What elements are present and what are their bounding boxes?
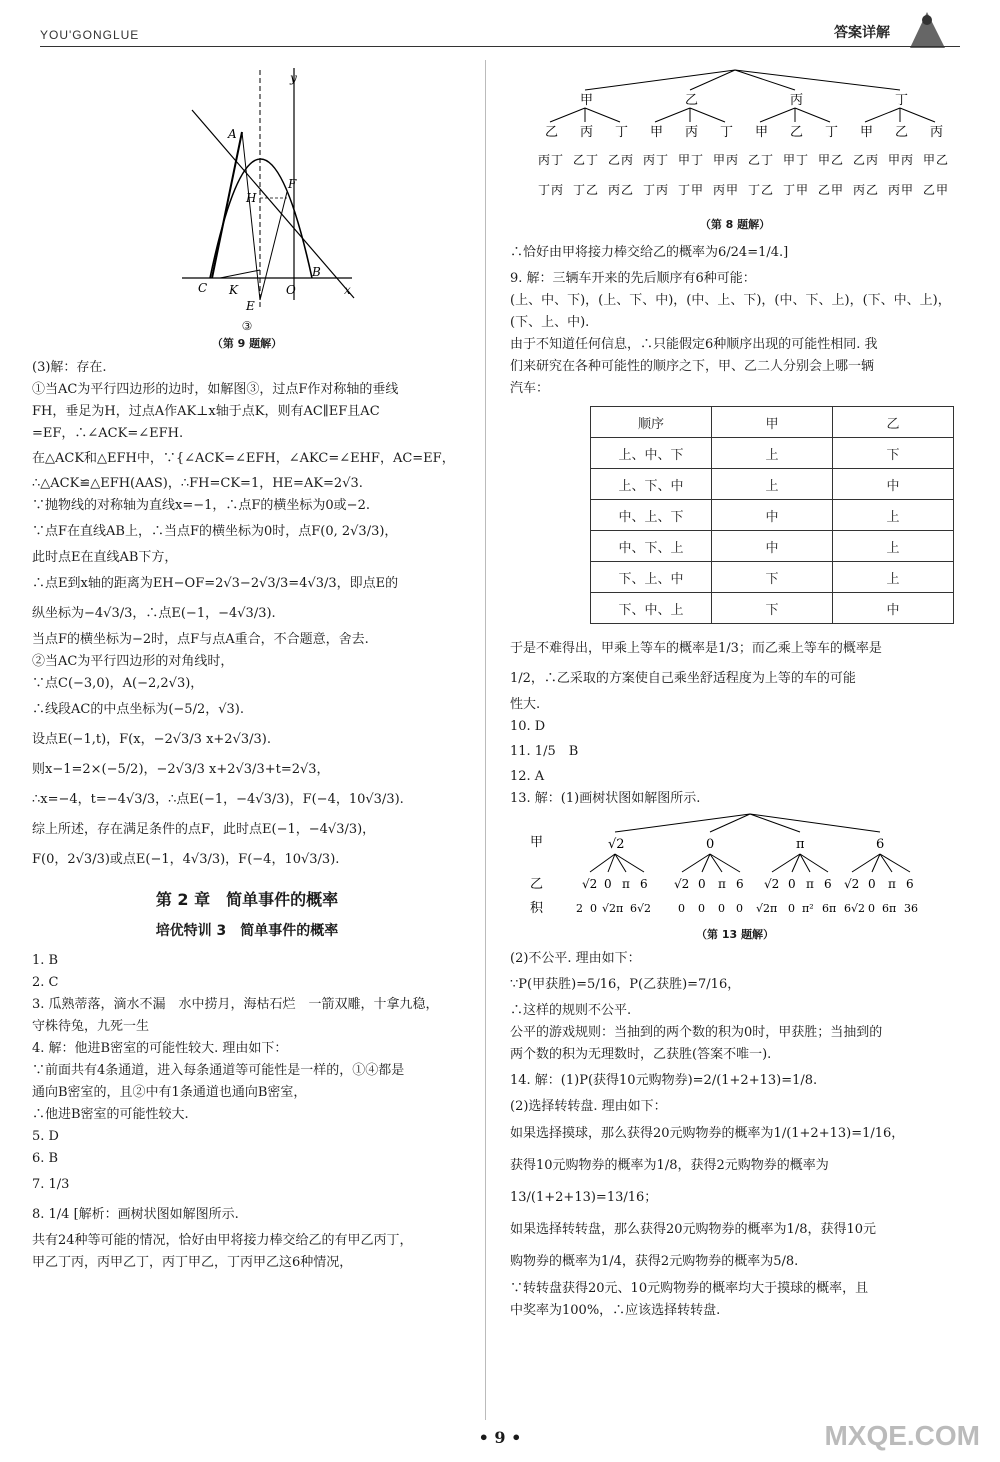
- text-line: 11. 1/5 B: [510, 744, 579, 759]
- fig9-subfigure-mark: ③: [241, 319, 253, 333]
- table-header-cell: 顺序: [591, 407, 712, 438]
- table-row: [591, 438, 954, 469]
- text-line: (3)解：存在.: [32, 360, 107, 375]
- text-line: (2)选择转转盘. 理由如下：: [510, 1099, 667, 1114]
- tree8-level4-node: 丁甲: [678, 183, 705, 197]
- tree13-product: 36: [904, 902, 918, 915]
- tree13-caption: （第 13 题解）: [696, 928, 774, 941]
- tree8-level2-node: 甲: [860, 125, 874, 140]
- fig9-label-o: O: [286, 283, 296, 297]
- text-line: =EF，∴∠ACK=∠EFH.: [32, 426, 184, 441]
- header-rule: [40, 46, 960, 47]
- answer-line: 5. D: [32, 1129, 59, 1144]
- tree13-top-node: 0: [706, 837, 715, 852]
- table-row: [591, 593, 954, 624]
- tree13-child-node: 0: [604, 877, 612, 891]
- text-line: 中奖率为100%，∴应该选择转转盘.: [510, 1303, 721, 1318]
- tree13-product: π²: [802, 902, 814, 915]
- tree8-level2-node: 乙: [790, 125, 804, 140]
- mascot-icon: [905, 8, 950, 50]
- table-row: [591, 562, 954, 593]
- text-line: 们来研究在各种可能性的顺序之下，甲、乙二人分别会上哪一辆: [510, 359, 875, 374]
- text-line: 1/2，∴乙采取的方案使自己乘坐舒适程度为上等的车的可能: [510, 671, 856, 686]
- fig9-label-h: H: [246, 191, 257, 205]
- tree-diagram-13: [510, 810, 960, 920]
- text-line: F(0，2√3/3)或点E(−1，4√3/3)，F(−4，10√3/3).: [32, 852, 340, 867]
- chapter-title: 第 2 章 简单事件的概率: [155, 890, 339, 909]
- tree13-child-node: √2: [764, 877, 780, 891]
- table-cell: 中: [833, 593, 954, 624]
- section-title: 培优特训 3 简单事件的概率: [155, 923, 339, 939]
- tree8-level4-node: 乙甲: [923, 183, 950, 197]
- text-line: 14. 解：(1)P(获得10元购物券)=2/(1+2+13)=1/8.: [510, 1073, 818, 1088]
- watermark: MXQE.COM: [824, 1420, 980, 1451]
- text-line: (下、上、中).: [510, 315, 590, 330]
- fig9-label-y: y: [290, 71, 297, 85]
- right-text-c: [510, 948, 960, 1322]
- column-divider: [485, 60, 486, 1420]
- table-cell: 上、下、中: [591, 469, 712, 500]
- fig9-label-e: E: [246, 299, 255, 313]
- tree13-child-node: 6: [824, 877, 832, 891]
- fig9-caption: （第 9 题解）: [211, 337, 283, 350]
- fig9-label-f: F: [288, 177, 297, 191]
- tree8-level4-node: 丙甲: [888, 183, 915, 197]
- tree13-product: 6√2: [844, 902, 866, 915]
- fig9-label-k: K: [229, 283, 238, 297]
- text-line: (2)不公平. 理由如下：: [510, 951, 641, 966]
- text-line: ∵P(甲获胜)=5/16，P(乙获胜)=7/16，: [510, 977, 741, 992]
- tree13-top-node: π: [796, 837, 805, 852]
- tree8-level1-node: 丁: [895, 93, 909, 108]
- tree8-level2-node: 甲: [755, 125, 769, 140]
- text-line: 获得10元购物券的概率为1/8，获得2元购物券的概率为: [510, 1158, 829, 1173]
- text-line: 当点F的横坐标为−2时，点F与点A重合，不合题意，舍去.: [32, 632, 369, 647]
- fig9-label-x: x: [344, 283, 351, 297]
- tree13-product: 0: [698, 902, 705, 915]
- tree13-product: 0: [590, 902, 597, 915]
- tree13-product: 0: [718, 902, 725, 915]
- table-cell: 上: [712, 469, 833, 500]
- text-line: ∴△ACK≌△EFH(AAS)，∴FH=CK=1，HE=AK=2√3.: [32, 476, 363, 491]
- text-line: 此时点E在直线AB下方，: [32, 550, 178, 565]
- tree8-level2-node: 丙: [580, 125, 594, 140]
- text-line: 性大.: [510, 697, 541, 712]
- right-text-b: [510, 634, 960, 810]
- tree13-product: 2: [576, 902, 583, 915]
- table-cell: 下: [712, 593, 833, 624]
- text-line: 公平的游戏规则：当抽到的两个数的积为0时，甲获胜；当抽到的: [510, 1025, 883, 1040]
- tree8-level3-node: 乙丙: [608, 153, 635, 167]
- tree13-product: √2π: [756, 902, 778, 915]
- tree13-row-label-yi: 乙: [530, 877, 544, 892]
- tree13-top-node: √2: [608, 837, 625, 852]
- left-column: [32, 60, 462, 1274]
- tree13-top-node: 6: [876, 837, 885, 852]
- tree8-level4-node: 丁乙: [748, 183, 775, 197]
- left-solution-text: [32, 357, 462, 875]
- text-line: 10. D: [510, 719, 546, 734]
- answer-line: 通向B密室的，且②中有1条通道也通向B密室，: [32, 1085, 307, 1100]
- answer-line: 甲乙丁丙，丙甲乙丁，丙丁甲乙，丁丙甲乙这6种情况，: [32, 1255, 353, 1270]
- text-line: 由于不知道任何信息，∴只能假定6种顺序出现的可能性相同. 我: [510, 337, 878, 352]
- table-cell: 中: [833, 469, 954, 500]
- table-cell: 中: [712, 531, 833, 562]
- text-line: 如果选择摸球，那么获得20元购物券的概率为1/(1+2+13)=1/16，: [510, 1126, 905, 1141]
- text-line: FH，垂足为H，过点A作AK⊥x轴于点K，则有AC∥EF且AC: [32, 404, 380, 419]
- table-cell: 下、中、上: [591, 593, 712, 624]
- text-line: 13. 解：(1)画树状图如解图所示.: [510, 791, 701, 806]
- text-line: 汽车：: [510, 381, 550, 396]
- tree13-child-node: 0: [698, 877, 706, 891]
- tree8-level1-node: 乙: [685, 93, 699, 108]
- tree13-child-node: √2: [844, 877, 860, 891]
- tree8-level3-node: 甲丙: [888, 153, 915, 167]
- tree8-level4-node: 丙乙: [853, 183, 880, 197]
- text-line: ∴x=−4，t=−4√3/3，∴点E(−1，−4√3/3)，F(−4，10√3/3).: [32, 792, 404, 807]
- tree13-child-node: π: [718, 877, 726, 891]
- text-line: 综上所述，存在满足条件的点F，此时点E(−1，−4√3/3)，: [32, 822, 376, 837]
- right-text-a: [510, 238, 960, 400]
- text-line: ∵转转盘获得20元、10元购物券的概率均大于摸球的概率，且: [510, 1281, 869, 1296]
- text-line: ∵点C(−3,0)，A(−2,2√3)，: [32, 676, 204, 691]
- tree8-level2-node: 甲: [650, 125, 664, 140]
- tree8-level3-node: 乙丙: [853, 153, 880, 167]
- answer-line: 2. C: [32, 975, 59, 990]
- answer-line: ∵前面共有4条通道，进入每条通道等可能性是一样的，①④都是: [32, 1063, 405, 1078]
- table-cell: 上: [712, 438, 833, 469]
- table-cell: 上: [833, 531, 954, 562]
- tree8-level3-node: 甲丁: [783, 153, 810, 167]
- tree8-level4-node: 乙甲: [818, 183, 845, 197]
- answer-line: 3. 瓜熟蒂落，滴水不漏 水中捞月，海枯石烂 一箭双雕，十拿九稳，: [32, 997, 439, 1012]
- table-header-cell: 甲: [712, 407, 833, 438]
- text-line: (上、中、下)，(上、下、中)，(中、上、下)，(中、下、上)，(下、中、上)，: [510, 293, 951, 308]
- text-line: ∴点E到x轴的距离为EH−OF=2√3−2√3/3=4√3/3，即点E的: [32, 576, 399, 591]
- fig9-label-c: C: [198, 281, 208, 295]
- answer-line: 4. 解：他进B密室的可能性较大. 理由如下：: [32, 1041, 288, 1056]
- tree8-level3-node: 甲乙: [923, 153, 950, 167]
- fig9-label-a: A: [228, 127, 237, 141]
- tree8-level3-node: 甲乙: [818, 153, 845, 167]
- table-cell: 下、上、中: [591, 562, 712, 593]
- answer-line: ∴他进B密室的可能性较大.: [32, 1107, 189, 1122]
- text-line: ①当AC为平行四边形的边时，如解图③，过点F作对称轴的垂线: [32, 382, 399, 397]
- table-cell: 上、中、下: [591, 438, 712, 469]
- tree13-child-node: 0: [788, 877, 796, 891]
- table-row: [591, 469, 954, 500]
- tree8-level2-node: 丁: [615, 125, 629, 140]
- table-row: [591, 531, 954, 562]
- tree8-level2-node: 丙: [930, 125, 944, 140]
- text-line: 12. A: [510, 769, 545, 784]
- table-cell: 中、下、上: [591, 531, 712, 562]
- text-line: ∴这样的规则不公平.: [510, 1003, 632, 1018]
- header-brand: YOU'GONGLUE: [40, 28, 140, 42]
- tree8-level3-node: 乙丁: [573, 153, 600, 167]
- tree8-level3-node: 丙丁: [643, 153, 670, 167]
- tree13-child-node: 0: [868, 877, 876, 891]
- table-cell: 下: [712, 562, 833, 593]
- tree13-product: √2π: [602, 902, 624, 915]
- header-title: 答案详解: [834, 25, 890, 41]
- tree8-caption: （第 8 题解）: [699, 218, 771, 231]
- tree13-child-node: 6: [736, 877, 744, 891]
- tree8-level4-node: 丁丙: [538, 183, 565, 197]
- answer-line: 1. B: [32, 953, 59, 968]
- tree13-child-node: 6: [640, 877, 648, 891]
- tree8-level4-node: 丁甲: [783, 183, 810, 197]
- right-column: [510, 60, 960, 1322]
- text-line: 两个数的积为无理数时，乙获胜(答案不唯一).: [510, 1047, 772, 1062]
- tree13-product: 6π: [822, 902, 837, 915]
- answers-list: [32, 950, 462, 1274]
- text-line: ∵抛物线的对称轴为直线x=−1，∴点F的横坐标为0或−2.: [32, 498, 370, 513]
- tree8-level2-node: 丙: [685, 125, 699, 140]
- tree8-level2-node: 丁: [720, 125, 734, 140]
- tree8-level3-node: 甲丁: [678, 153, 705, 167]
- text-line: 在△ACK和△EFH中，∵{∠ACK=∠EFH，∠AKC=∠EHF，AC=EF，: [32, 451, 455, 466]
- tree13-product: 6√2: [630, 902, 652, 915]
- tree8-level1-node: 甲: [580, 93, 594, 108]
- text-line: 则x−1=2×(−5/2)，−2√3/3 x+2√3/3+t=2√3，: [32, 762, 330, 777]
- answer-line: 7. 1/3: [32, 1177, 70, 1192]
- table-header-row: [591, 407, 954, 438]
- tree13-product: 0: [868, 902, 875, 915]
- order-table: [590, 406, 954, 624]
- table-row: [591, 500, 954, 531]
- tree13-child-node: π: [806, 877, 814, 891]
- table-cell: 上: [833, 562, 954, 593]
- tree13-child-node: √2: [674, 877, 690, 891]
- tree8-level1-node: 丙: [790, 93, 804, 108]
- fig9-label-b: B: [312, 265, 321, 279]
- answer-line: 8. 1/4 [解析：画树状图如解图所示.: [32, 1207, 239, 1222]
- tree8-level3-node: 乙丁: [748, 153, 775, 167]
- answer-line: 共有24种等可能的情况，恰好由甲将接力棒交给乙的有甲乙丙丁，: [32, 1233, 413, 1248]
- tree13-row-label-ji: 积: [530, 901, 544, 916]
- text-line: 13/(1+2+13)=13/16；: [510, 1190, 658, 1205]
- figure-9-parabola: [32, 60, 462, 315]
- tree13-row-label-jia: 甲: [530, 835, 544, 850]
- tree13-child-node: π: [888, 877, 896, 891]
- tree8-level3-node: 甲丙: [713, 153, 740, 167]
- tree13-product: 0: [736, 902, 743, 915]
- tree8-level2-node: 丁: [825, 125, 839, 140]
- table-cell: 中: [712, 500, 833, 531]
- tree8-level4-node: 丁乙: [573, 183, 600, 197]
- table-cell: 中、上、下: [591, 500, 712, 531]
- text-line: ∵点F在直线AB上，∴当点F的横坐标为0时，点F(0, 2√3/3)，: [32, 524, 398, 539]
- tree13-product: 0: [788, 902, 795, 915]
- text-line: ∴恰好由甲将接力棒交给乙的概率为6/24=1/4.]: [510, 245, 789, 260]
- table-cell: 下: [833, 438, 954, 469]
- text-line: ②当AC为平行四边形的对角线时，: [32, 654, 234, 669]
- table-cell: 上: [833, 500, 954, 531]
- page-number: • 9 •: [478, 1428, 522, 1447]
- text-line: 设点E(−1,t)，F(x，−2√3/3 x+2√3/3).: [32, 732, 271, 747]
- tree13-child-node: π: [622, 877, 630, 891]
- tree13-product: 6π: [882, 902, 897, 915]
- answer-line: 6. B: [32, 1151, 59, 1166]
- text-line: 如果选择转转盘，那么获得20元购物券的概率为1/8，获得10元: [510, 1222, 877, 1237]
- tree-diagram-8: [510, 60, 960, 210]
- tree13-child-node: 6: [906, 877, 914, 891]
- text-line: 购物券的概率为1/4，获得2元购物券的概率为5/8.: [510, 1254, 799, 1269]
- tree13-product: 0: [678, 902, 685, 915]
- tree8-level2-node: 乙: [895, 125, 909, 140]
- table-header-cell: 乙: [833, 407, 954, 438]
- answer-line: 守株待兔，九死一生: [32, 1019, 150, 1034]
- text-line: 于是不难得出，甲乘上等车的概率是1/3；而乙乘上等车的概率是: [510, 641, 882, 656]
- tree8-level4-node: 丙乙: [608, 183, 635, 197]
- text-line: 9. 解：三辆车开来的先后顺序有6种可能：: [510, 271, 756, 286]
- text-line: 纵坐标为−4√3/3，∴点E(−1，−4√3/3).: [32, 606, 276, 621]
- tree8-level4-node: 丁丙: [643, 183, 670, 197]
- tree8-level3-node: 丙丁: [538, 153, 565, 167]
- tree8-level4-node: 丙甲: [713, 183, 740, 197]
- tree8-level2-node: 乙: [545, 125, 559, 140]
- tree13-child-node: √2: [582, 877, 598, 891]
- text-line: ∴线段AC的中点坐标为(−5/2，√3).: [32, 702, 244, 717]
